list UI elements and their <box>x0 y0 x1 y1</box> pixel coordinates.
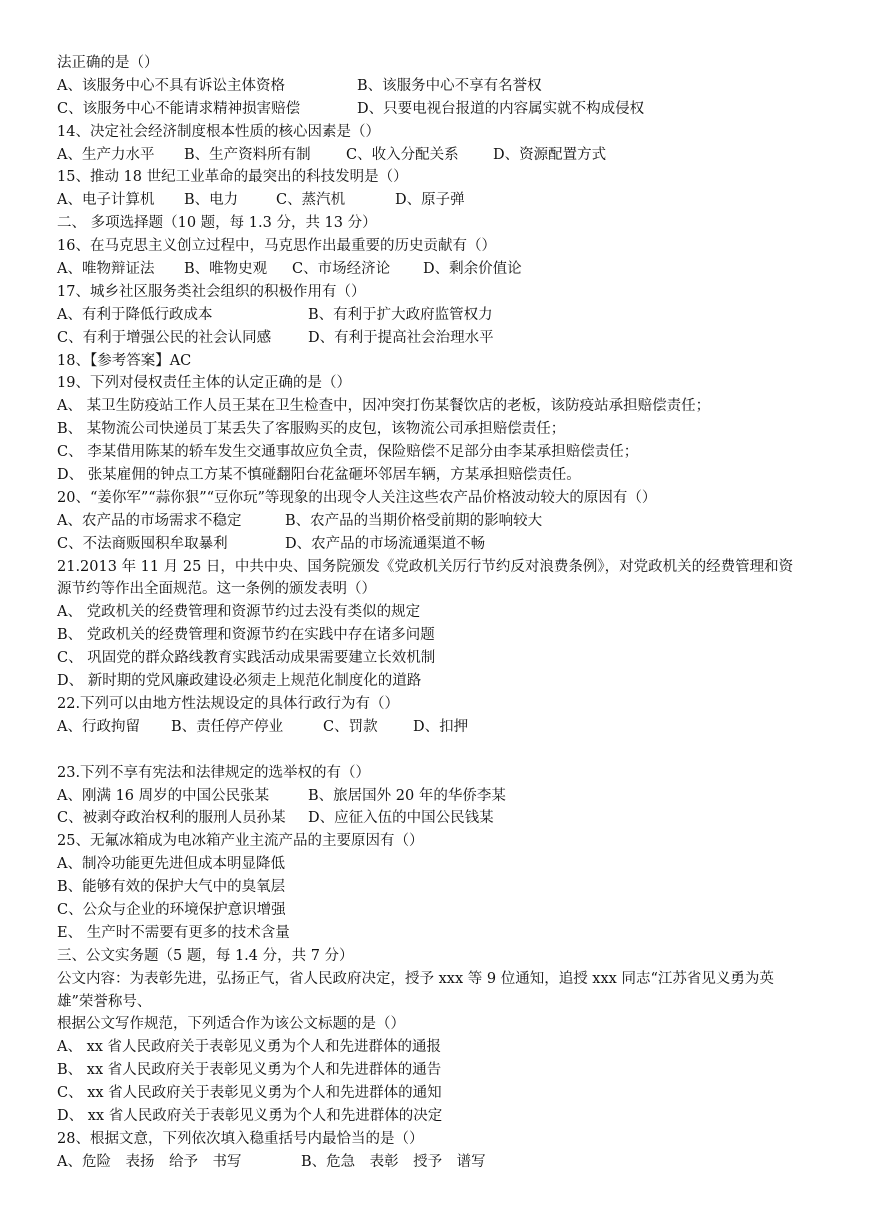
answer-option: C、不法商贩囤积牟取暴利 <box>57 535 228 552</box>
answer-option: B、该服务中心不享有名誉权 <box>357 77 542 94</box>
answer-option: B、责任停产停业 <box>171 718 284 735</box>
answer-options-row <box>57 510 837 533</box>
text-line: A、 党政机关的经费管理和资源节约过去没有类似的规定 <box>57 604 421 621</box>
answer-option: A、生产力水平 <box>57 146 155 163</box>
text-line: 雄”荣誉称号、 <box>57 993 152 1010</box>
answer-options-row <box>57 98 837 121</box>
answer-option: C、罚款 <box>323 718 378 735</box>
answer-options-row <box>57 533 837 556</box>
text-line: 根据公文写作规范，下列适合作为该公文标题的是（） <box>57 1016 405 1033</box>
answer-option: A、该服务中心不具有诉讼主体资格 <box>57 77 285 94</box>
answer-options-row <box>57 304 837 327</box>
exam-document <box>57 52 837 1174</box>
text-line: A、制冷功能更先进但成本明显降低 <box>57 856 285 873</box>
text-line: 23.下列不享有宪法和法律规定的选举权的有（） <box>57 764 371 781</box>
text-line: 18、【参考答案】AC <box>57 352 192 369</box>
answer-option: C、收入分配关系 <box>346 146 459 163</box>
answer-option: D、农产品的市场流通渠道不畅 <box>285 535 486 552</box>
text-line: 公文内容：为表彰先进，弘扬正气，省人民政府决定，授予 xxx 等 9 位通知，追授 xxx 同志“江苏省见义勇为英 <box>57 970 774 987</box>
answer-option: A、农产品的市场需求不稳定 <box>57 512 242 529</box>
text-line: 15、推动 18 世纪工业革命的最突出的科技发明是（） <box>57 169 408 186</box>
answer-option: B、农产品的当期价格受前期的影响较大 <box>285 512 543 529</box>
answer-option: D、应征入伍的中国公民钱某 <box>308 810 494 827</box>
answer-option: A、有利于降低行政成本 <box>57 306 213 323</box>
text-line: 17、城乡社区服务类社会组织的积极作用有（） <box>57 283 366 300</box>
answer-option: A、唯物辩证法 <box>57 261 155 278</box>
text-line: B、能够有效的保护大气中的臭氧层 <box>57 879 286 896</box>
answer-options-row <box>57 75 837 98</box>
text-line: C、公众与企业的环境保护意识增强 <box>57 901 286 918</box>
blank-line <box>57 739 837 762</box>
answer-options-row <box>57 189 837 212</box>
answer-option: D、有利于提高社会治理水平 <box>308 329 494 346</box>
text-line: B、 党政机关的经费管理和资源节约在实践中存在诸多问题 <box>57 627 435 644</box>
answer-option: B、电力 <box>184 192 239 209</box>
answer-option: A、行政拘留 <box>57 718 140 735</box>
text-line: C、 巩固党的群众路线教育实践活动成果需要建立长效机制 <box>57 650 436 667</box>
text-line: B、 某物流公司快递员丁某丢失了客服购买的皮包，该物流公司承担赔偿责任； <box>57 421 566 438</box>
text-line: A、 xx 省人民政府关于表彰见义勇为个人和先进群体的通报 <box>57 1039 442 1056</box>
answer-option: C、该服务中心不能请求精神损害赔偿 <box>57 100 301 117</box>
text-line: E、 生产时不需要有更多的技术含量 <box>57 924 290 941</box>
answer-option: D、扣押 <box>413 718 469 735</box>
answer-option: B、危急 表彰 授予 谱写 <box>301 1153 486 1170</box>
text-line: 14、决定社会经济制度根本性质的核心因素是（） <box>57 123 380 140</box>
answer-options-row <box>57 785 837 808</box>
answer-option: D、原子弹 <box>395 192 465 209</box>
text-line: C、 xx 省人民政府关于表彰见义勇为个人和先进群体的通知 <box>57 1085 442 1102</box>
text-line: 28、根据文意，下列依次填入稳重括号内最恰当的是（） <box>57 1130 424 1147</box>
answer-options-row <box>57 716 837 739</box>
answer-options-row <box>57 1151 837 1174</box>
text-line: 三、公文实务题（5 题，每 1.4 分，共 7 分） <box>57 947 354 964</box>
answer-option: D、只要电视台报道的内容属实就不构成侵权 <box>357 100 645 117</box>
text-line: 16、在马克思主义创立过程中，马克思作出最重要的历史贡献有（） <box>57 238 496 255</box>
answer-option: A、电子计算机 <box>57 192 155 209</box>
text-line: 25、无氟冰箱成为电冰箱产业主流产品的主要原因有（） <box>57 833 424 850</box>
answer-option: B、生产资料所有制 <box>184 146 311 163</box>
answer-option: A、刚满 16 周岁的中国公民张某 <box>57 787 270 804</box>
text-line: B、 xx 省人民政府关于表彰见义勇为个人和先进群体的通告 <box>57 1062 442 1079</box>
answer-option: C、有利于增强公民的社会认同感 <box>57 329 272 346</box>
text-line: 19、下列对侵权责任主体的认定正确的是（） <box>57 375 351 392</box>
answer-option: A、危险 表扬 给予 书写 <box>57 1153 242 1170</box>
answer-option: B、有利于扩大政府监管权力 <box>308 306 493 323</box>
text-line: D、 张某雇佣的钟点工方某不慎碰翻阳台花盆砸坏邻居车辆，方某承担赔偿责任。 <box>57 467 581 484</box>
text-line: D、 新时期的党风廉政建设必须走上规范化制度化的道路 <box>57 673 422 690</box>
text-line: 源节约等作出全面规范。这一条例的颁发表明（） <box>57 581 376 598</box>
answer-options-row <box>57 144 837 167</box>
answer-option: D、资源配置方式 <box>493 146 607 163</box>
text-line: 21.2013 年 11 月 25 日，中共中央、国务院颁发《党政机关厉行节约反对浪费条例》，对党政机关的经费管理和资 <box>57 558 794 575</box>
text-line: 22.下列可以由地方性法规设定的具体行政行为有（） <box>57 695 400 712</box>
answer-option: C、被剥夺政治权利的服刑人员孙某 <box>57 810 286 827</box>
answer-option: B、唯物史观 <box>184 261 268 278</box>
answer-options-row <box>57 327 837 350</box>
text-line: 20、“姜你军”“蒜你狠”“豆你玩”等现象的出现令人关注这些农产品价格波动较大的原因有（） <box>57 489 657 506</box>
text-line: D、 xx 省人民政府关于表彰见义勇为个人和先进群体的决定 <box>57 1107 443 1124</box>
answer-option: D、剩余价值论 <box>423 261 522 278</box>
answer-options-row <box>57 807 837 830</box>
answer-option: C、蒸汽机 <box>276 192 346 209</box>
answer-option: B、旅居国外 20 年的华侨李某 <box>308 787 506 804</box>
answer-options-row <box>57 258 837 281</box>
text-line: A、 某卫生防疫站工作人员王某在卫生检查中，因冲突打伤某餐饮店的老板，该防疫站承担赔偿责任； <box>57 398 711 415</box>
text-line: 法正确的是（） <box>57 55 159 71</box>
text-line: C、 李某借用陈某的轿车发生交通事故应负全责，保险赔偿不足部分由李某承担赔偿责任； <box>57 444 639 461</box>
answer-option: C、市场经济论 <box>292 261 391 278</box>
text-line: 二、 多项选择题（10 题，每 1.3 分，共 13 分） <box>57 215 377 232</box>
